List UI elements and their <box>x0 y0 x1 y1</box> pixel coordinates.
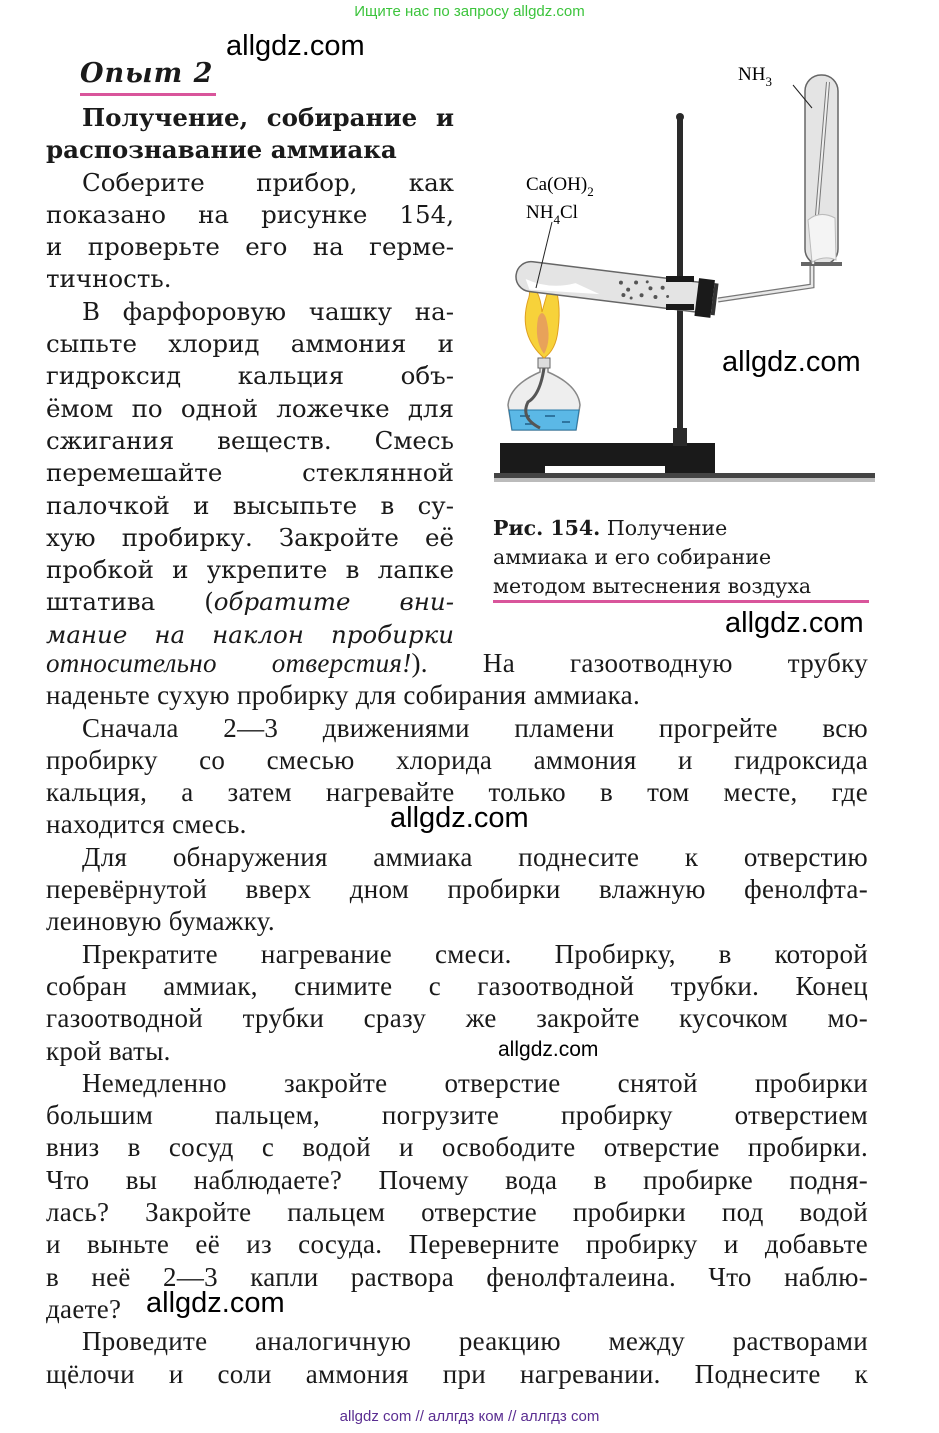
text-line <box>46 647 868 679</box>
text-line: В фарфоровую чашку на- <box>82 296 454 326</box>
text-line: Соберите прибор, как <box>82 167 454 197</box>
text-line: перемешайте стеклянной <box>46 458 454 488</box>
caption-line <box>493 514 869 543</box>
text-line: Немедленно закройте отверстие снятой пробирки <box>82 1067 868 1098</box>
figure-number: Рис. 154. <box>493 516 601 540</box>
text-line: пробирку со смесью хлорида аммония и гидроксида <box>46 744 868 775</box>
caption-underline <box>493 600 869 603</box>
text-line: находится смесь. <box>46 809 247 840</box>
apparatus-illustration <box>490 50 875 495</box>
text-line: гидроксид кальция объ- <box>46 361 454 391</box>
italic-note: мание на наклон пробирки <box>46 619 454 649</box>
subheading-line: распознавание аммиака <box>46 135 397 165</box>
heading-underline <box>80 93 216 96</box>
wet-cotton <box>808 214 836 262</box>
watermark: allgdz.com <box>146 1287 285 1319</box>
text-line: Для обнаружения аммиака поднесите к отверстию <box>82 841 868 872</box>
text-line: ёмом по одной ложечке для <box>46 393 454 423</box>
text-line: и проверьте его на герме- <box>46 232 454 262</box>
text-line: лась? Закройте пальцем отверстие пробирки под водой <box>46 1197 868 1228</box>
watermark: allgdz.com <box>226 30 365 62</box>
paragraph-1 <box>46 167 454 296</box>
text-fragment: штатива ( <box>46 587 214 617</box>
apparatus-figure <box>490 50 875 495</box>
text-line: даете? <box>46 1293 122 1324</box>
italic-note: относительно отверстия! <box>46 648 412 678</box>
watermark: allgdz.com <box>722 346 861 378</box>
caption-line: аммиака и его собирание <box>493 545 772 569</box>
text-fragment: ). На газоотводную трубку <box>411 648 868 678</box>
lamp-fuel <box>509 410 579 430</box>
collecting-test-tube <box>801 75 842 266</box>
left-column <box>46 102 454 651</box>
figure-caption <box>493 514 869 601</box>
full-width-text <box>46 647 868 1390</box>
text-line: Проведите аналогичную реакцию между растворами <box>82 1326 868 1357</box>
text-line: щёлочи и соли аммония при нагревании. Поднесите к <box>46 1358 868 1389</box>
experiment-heading: Опыт 2 <box>80 58 214 89</box>
text-line: Что вы наблюдаете? Почему вода в пробирке подня- <box>46 1164 868 1195</box>
text-line: газоотводной трубки сразу же закройте кусочком мо- <box>46 1003 868 1034</box>
text-line: вниз в сосуд с водой и освободите отверстие пробирки. <box>46 1132 868 1163</box>
text-line: леиновую бумажку. <box>46 906 275 937</box>
text-line: перевёрнутой вверх дном пробирки влажную фенолфта- <box>46 874 868 905</box>
text-line: Прекратите нагревание смеси. Пробирку, в которой <box>82 938 868 969</box>
watermark: allgdz.com <box>390 802 529 834</box>
experiment-subheading <box>46 102 454 167</box>
footer-watermark: allgdz com // аллгдз ком // аллгдз com <box>339 1408 600 1425</box>
text-line: хую пробирку. Закройте её <box>46 522 454 552</box>
caption-line: методом вытеснения воздуха <box>493 574 812 598</box>
text-line: наденьте сухую пробирку для собирания аммиака. <box>46 680 640 711</box>
search-banner: Ищите нас по запросу allgdz.com <box>354 3 585 20</box>
text-line: и выньте её из сосуда. Переверните пробирку и добавьте <box>46 1229 868 1260</box>
text-line: пробкой и укрепите в лапке <box>46 555 454 585</box>
paragraph-2 <box>46 296 454 651</box>
text-line: кальция, а затем нагревайте только в том месте, где <box>46 777 868 808</box>
text-line <box>46 586 454 618</box>
text-line: большим пальцем, погрузите пробирку отверстием <box>46 1100 868 1131</box>
caption-text: Получение <box>600 516 728 540</box>
watermark: allgdz.com <box>498 1038 599 1061</box>
watermark: allgdz.com <box>725 607 864 639</box>
text-line: Сначала 2—3 движениями пламени прогрейте всю <box>82 712 868 743</box>
subheading-line: Получение, собирание и <box>82 103 454 132</box>
text-line: тичность. <box>46 264 172 294</box>
text-line: собран аммиак, снимите с газоотводной трубки. Конец <box>46 970 868 1001</box>
text-line: сыпьте хлорид аммония и <box>46 329 454 359</box>
label-nh3: $NH_3$ <box>738 64 772 89</box>
italic-note: обратите вни- <box>213 587 454 617</box>
text-line: в неё 2—3 капли раствора фенолфталеина. Что наблю- <box>46 1261 868 1292</box>
text-line: показано на рисунке 154, <box>46 199 454 229</box>
text-line: крой ваты. <box>46 1035 171 1066</box>
label-caoh2: $Ca(OH)_2$ <box>526 174 594 199</box>
label-nh4cl: $NH_4Cl$ <box>526 202 578 227</box>
text-line: палочкой и высыпьте в су- <box>46 490 454 520</box>
text-line: сжигания веществ. Смесь <box>46 425 454 455</box>
